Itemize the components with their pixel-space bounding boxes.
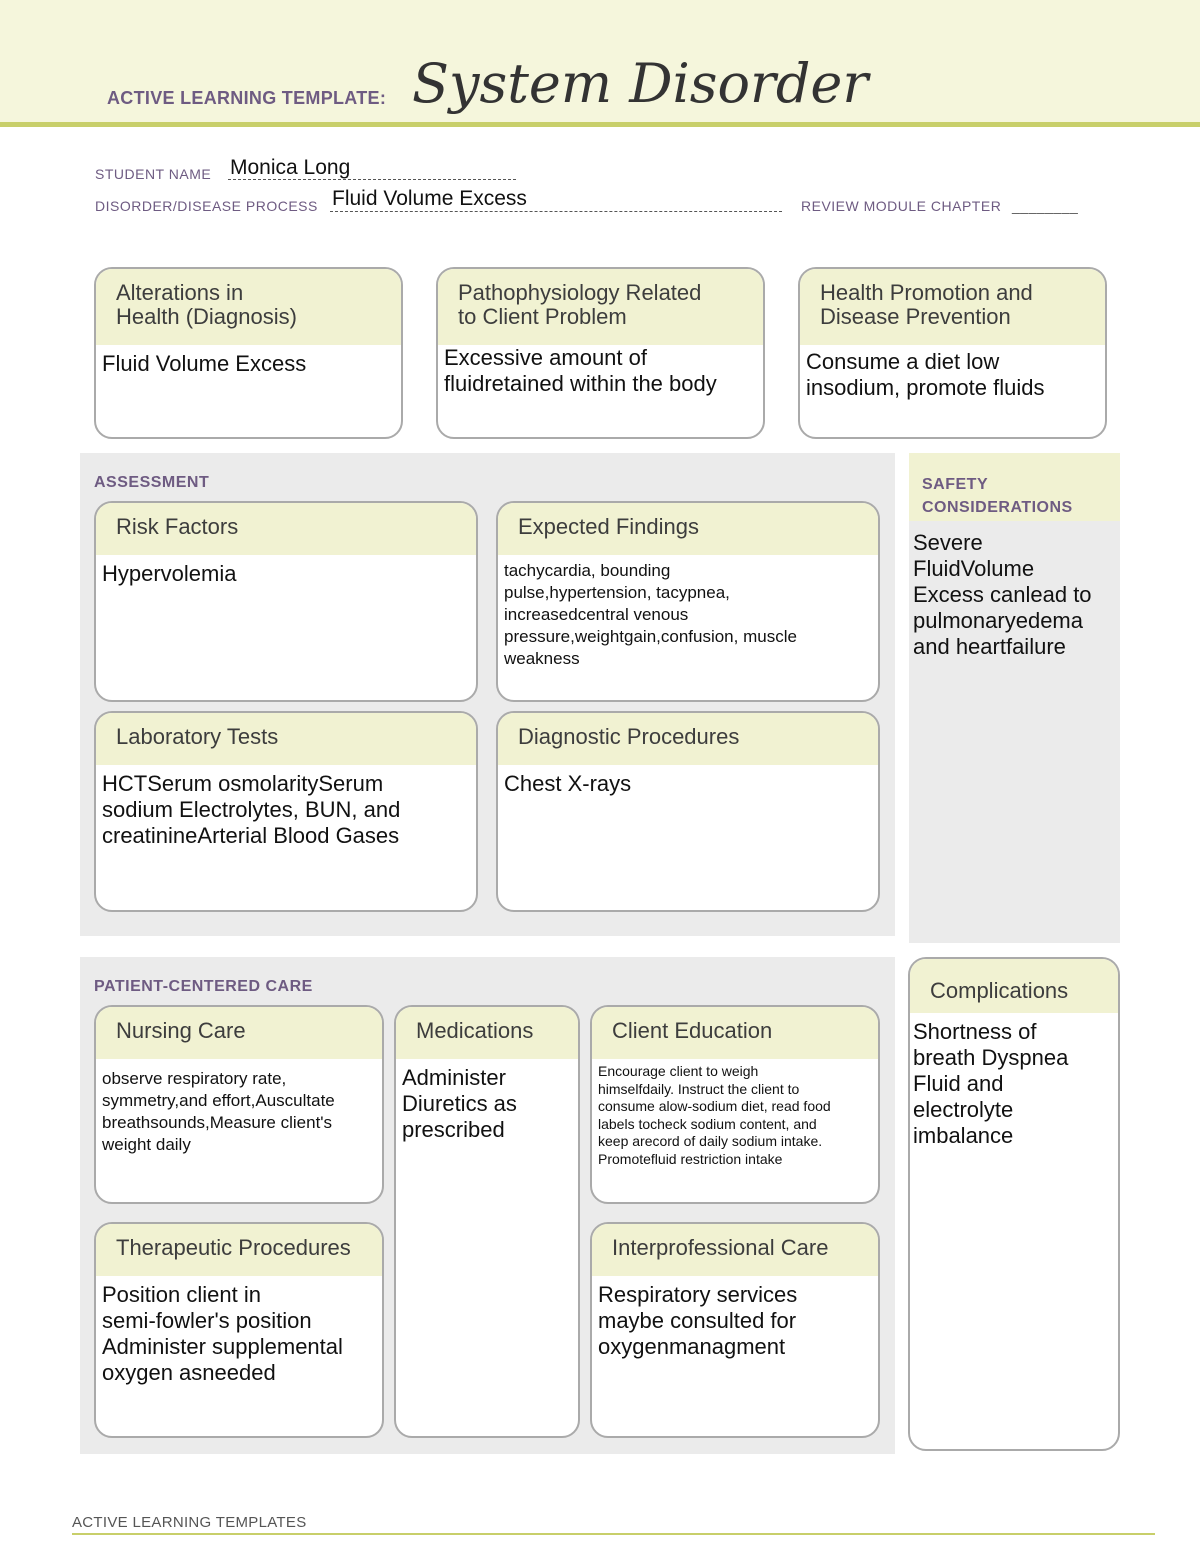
disorder-field[interactable]: Fluid Volume Excess bbox=[332, 187, 527, 210]
complications-title: Complications bbox=[910, 959, 1118, 1013]
health-promotion-title: Health Promotion and Disease Prevention bbox=[800, 269, 1105, 345]
alterations-body[interactable]: Fluid Volume Excess bbox=[102, 351, 307, 376]
client-education-title: Client Education bbox=[592, 1007, 878, 1059]
client-education-box bbox=[590, 1005, 880, 1204]
template-label: ACTIVE LEARNING TEMPLATE: bbox=[107, 88, 387, 108]
header-rule bbox=[0, 122, 1200, 127]
review-module-label: REVIEW MODULE CHAPTER bbox=[801, 198, 1002, 214]
interprofessional-care-box bbox=[590, 1222, 880, 1438]
laboratory-tests-box bbox=[94, 711, 478, 912]
pathophysiology-box bbox=[436, 267, 765, 439]
safety-panel bbox=[909, 453, 1120, 943]
risk-factors-body[interactable]: Hypervolemia bbox=[102, 561, 237, 586]
template-title: System Disorder bbox=[412, 52, 869, 115]
risk-factors-title: Risk Factors bbox=[96, 503, 476, 555]
expected-findings-body[interactable]: tachycardia, bounding pulse,hypertension, tacypnea, increasedcentral venous pressure,weightgain,confusion, muscle weakness bbox=[504, 561, 797, 668]
laboratory-tests-title: Laboratory Tests bbox=[96, 713, 476, 765]
expected-findings-box bbox=[496, 501, 880, 702]
alterations-box bbox=[94, 267, 403, 439]
student-name-field[interactable]: Monica Long bbox=[230, 156, 351, 179]
interprofessional-care-title: Interprofessional Care bbox=[592, 1224, 878, 1276]
health-promotion-box bbox=[798, 267, 1107, 439]
health-promotion-body[interactable]: Consume a diet low insodium, promote fluids bbox=[806, 349, 1045, 400]
patient-care-title: PATIENT-CENTERED CARE bbox=[94, 978, 313, 995]
disorder-label: DISORDER/DISEASE PROCESS bbox=[95, 198, 318, 214]
pathophysiology-body[interactable]: Excessive amount of fluidretained within the body bbox=[444, 345, 717, 396]
footer-label: ACTIVE LEARNING TEMPLATES bbox=[72, 1514, 307, 1531]
disorder-line bbox=[330, 211, 782, 212]
medications-title: Medications bbox=[396, 1007, 578, 1059]
diagnostic-procedures-title: Diagnostic Procedures bbox=[498, 713, 878, 765]
therapeutic-procedures-body[interactable]: Position client in semi-fowler's position Administer supplemental oxygen asneeded bbox=[102, 1282, 343, 1385]
pathophysiology-title: Pathophysiology Related to Client Problem bbox=[438, 269, 763, 345]
nursing-care-box bbox=[94, 1005, 384, 1204]
interprofessional-care-body[interactable]: Respiratory services maybe consulted for oxygenmanagment bbox=[598, 1282, 798, 1359]
complications-box bbox=[908, 957, 1120, 1451]
therapeutic-procedures-title: Therapeutic Procedures bbox=[96, 1224, 382, 1276]
diagnostic-procedures-body[interactable]: Chest X-rays bbox=[504, 771, 632, 796]
risk-factors-box bbox=[94, 501, 478, 702]
expected-findings-title: Expected Findings bbox=[498, 503, 878, 555]
therapeutic-procedures-box bbox=[94, 1222, 384, 1438]
safety-body[interactable]: Severe FluidVolume Excess canlead to pulmonaryedema and heartfailure bbox=[913, 530, 1092, 659]
diagnostic-procedures-box bbox=[496, 711, 880, 912]
medications-body[interactable]: Administer Diuretics as prescribed bbox=[402, 1065, 517, 1142]
laboratory-tests-body[interactable]: HCTSerum osmolaritySerum sodium Electrolytes, BUN, and creatinineArterial Blood Gases bbox=[102, 771, 401, 848]
review-module-field[interactable]: ________ bbox=[1012, 198, 1079, 214]
medications-box bbox=[394, 1005, 580, 1438]
client-education-body[interactable]: Encourage client to weigh himselfdaily. Instruct the client to consume alow-sodium diet, read food labels tocheck sodium content, and keep arecord of daily sodium intake. Promotefluid restriction intake bbox=[598, 1063, 831, 1167]
nursing-care-title: Nursing Care bbox=[96, 1007, 382, 1059]
assessment-title: ASSESSMENT bbox=[94, 474, 210, 491]
safety-title: SAFETY CONSIDERATIONS bbox=[922, 476, 1073, 516]
complications-body[interactable]: Shortness of breath Dyspnea Fluid and electrolyte imbalance bbox=[913, 1019, 1069, 1148]
nursing-care-body[interactable]: observe respiratory rate, symmetry,and effort,Auscultate breathsounds,Measure client's weight daily bbox=[102, 1069, 335, 1154]
alterations-title: Alterations in Health (Diagnosis) bbox=[96, 269, 401, 345]
student-name-label: STUDENT NAME bbox=[95, 166, 212, 182]
footer-rule bbox=[72, 1533, 1155, 1535]
